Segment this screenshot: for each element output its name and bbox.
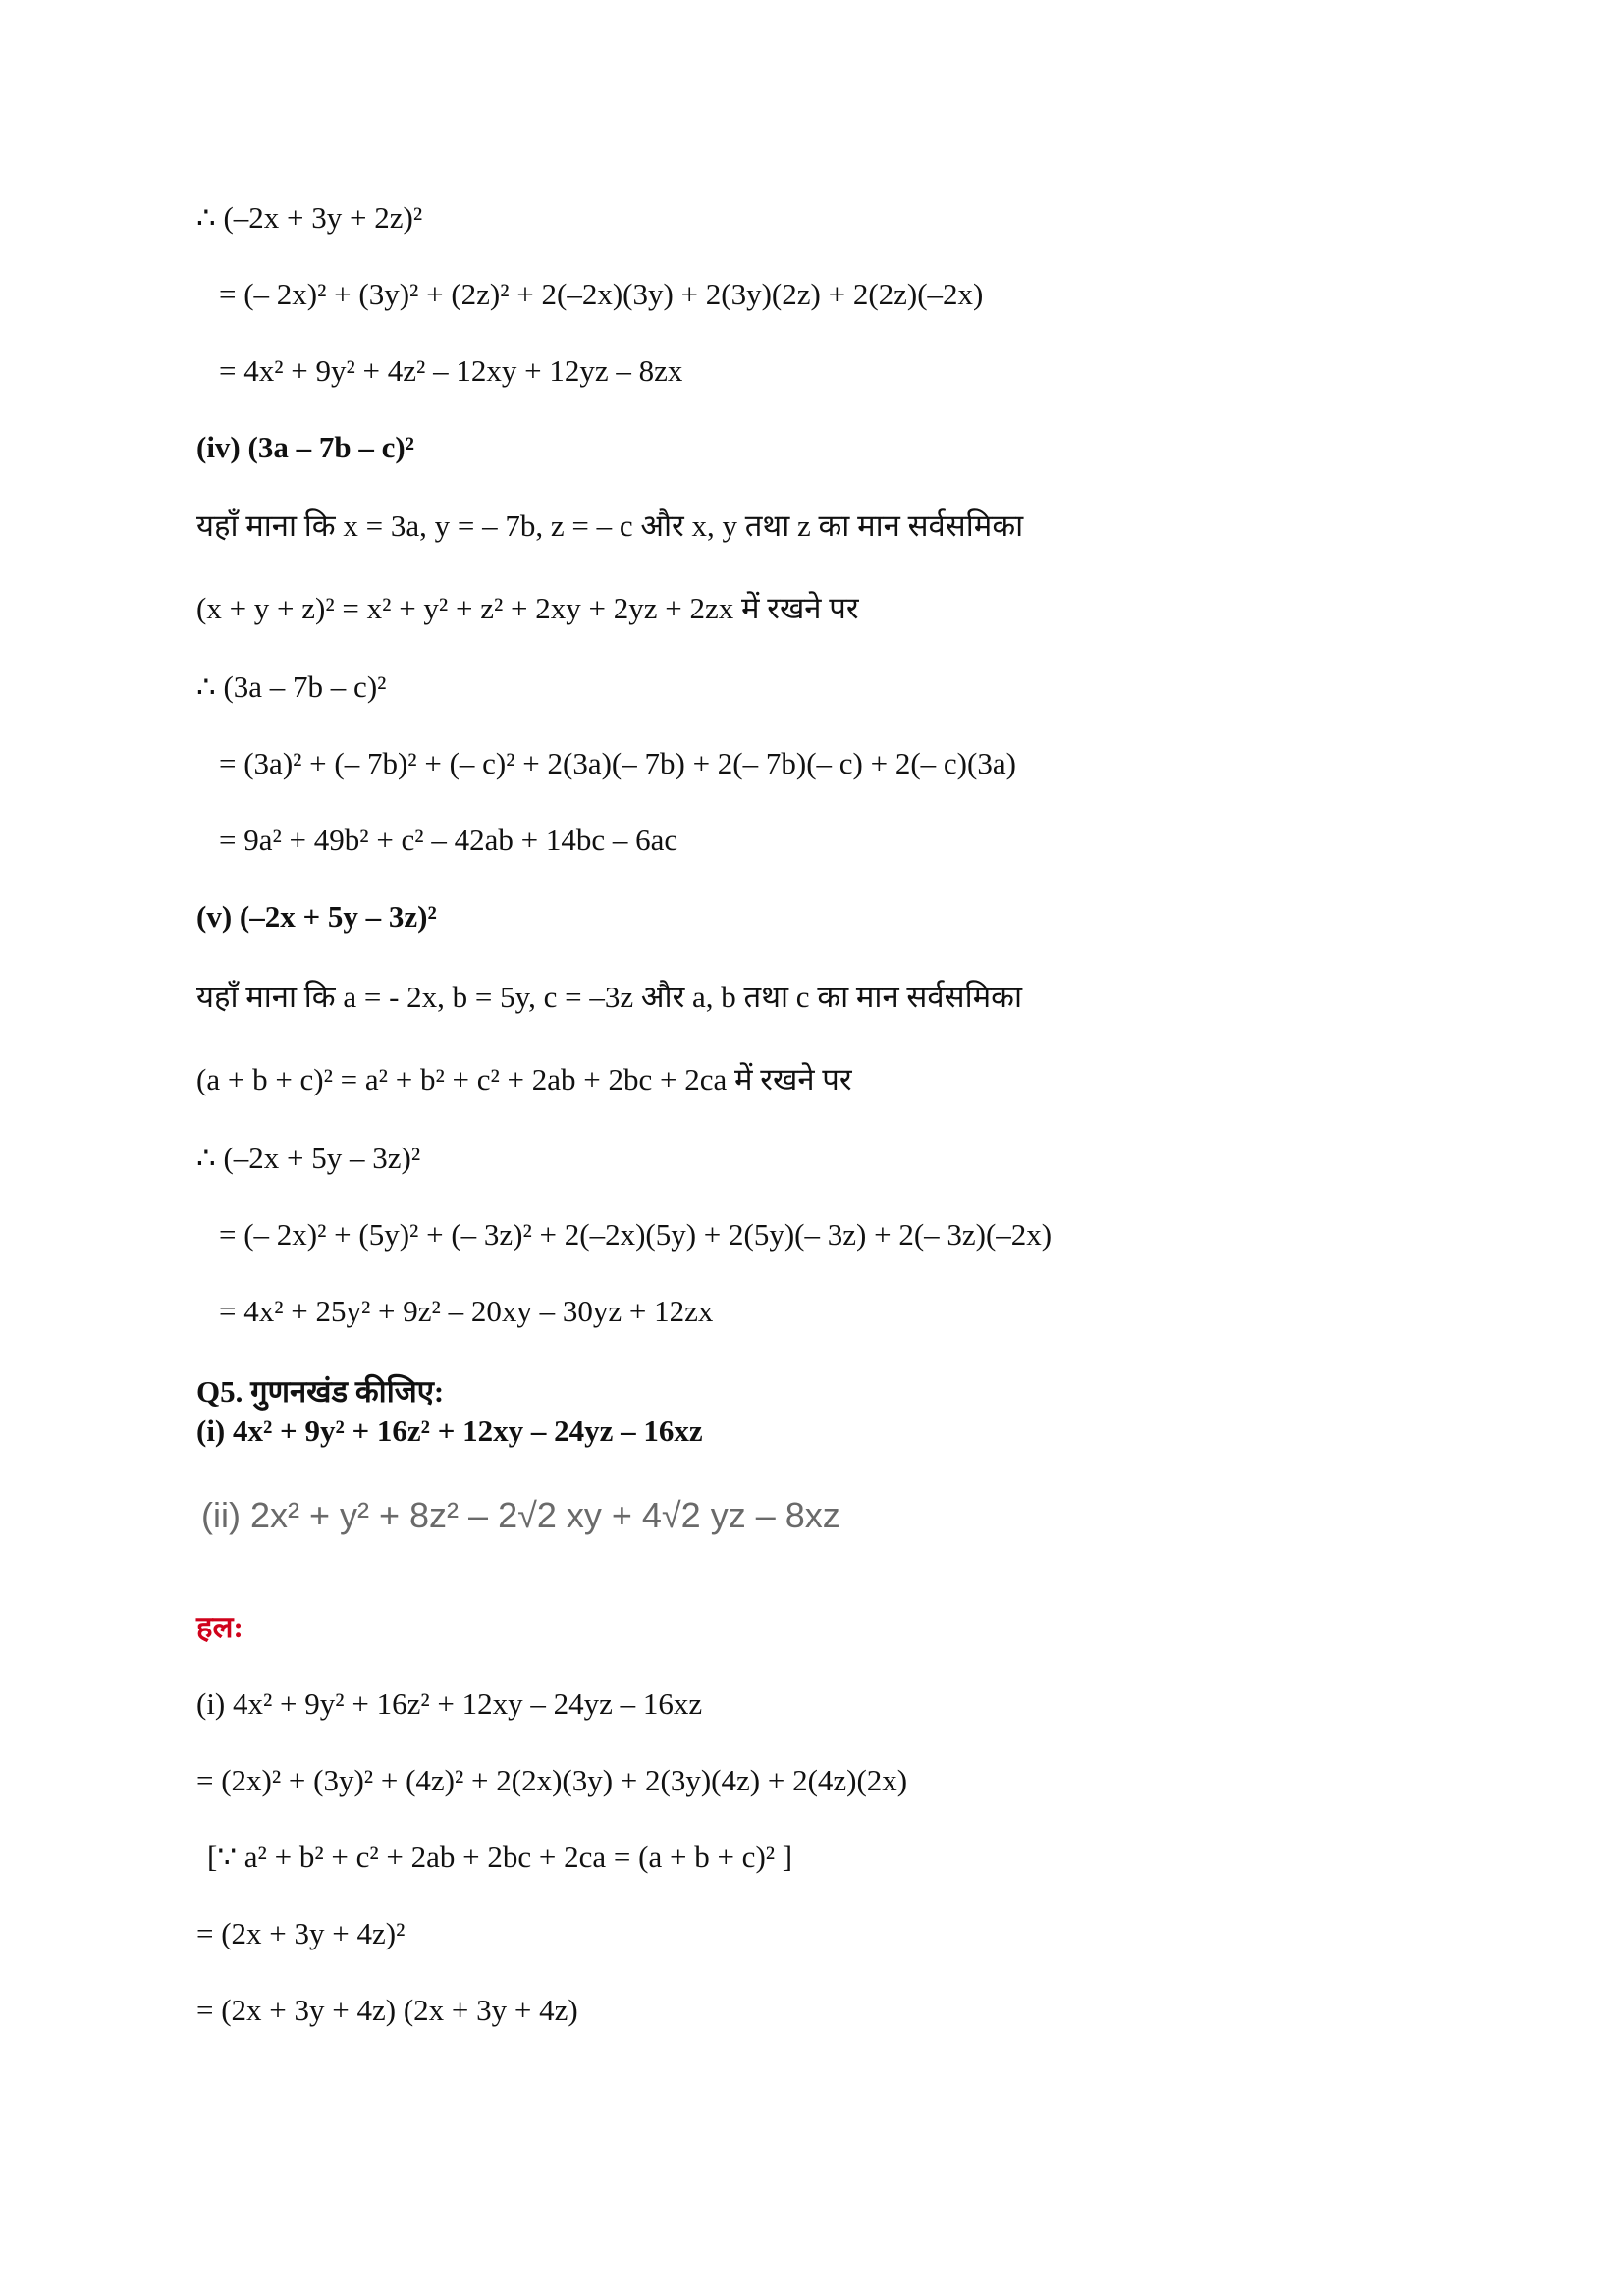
step-line: = (2x)² + (3y)² + (4z)² + 2(2x)(3y) + 2(3y)(4z) + 2(4z)(2x) bbox=[196, 1763, 908, 1797]
step-line: ∴ (–2x + 3y + 2z)² bbox=[196, 200, 423, 235]
step-line: (i) 4x² + 9y² + 16z² + 12xy – 24yz – 16xz bbox=[196, 1686, 703, 1721]
explanation-line: यहाँ माना कि a = - 2x, b = 5y, c = –3z और a, b तथा c का मान सर्वसमिका bbox=[196, 980, 1022, 1014]
step-line: = 4x² + 25y² + 9z² – 20xy – 30yz + 12zx bbox=[219, 1294, 714, 1328]
step-line: = (– 2x)² + (5y)² + (– 3z)² + 2(–2x)(5y) + 2(5y)(– 3z) + 2(– 3z)(–2x) bbox=[219, 1217, 1053, 1252]
step-line: = (2x + 3y + 4z)² bbox=[196, 1916, 406, 1950]
question-part-image: (ii) 2x² + y² + 8z² – 2√2 xy + 4√2 yz – 8xz bbox=[201, 1495, 840, 1535]
step-line: = (3a)² + (– 7b)² + (– c)² + 2(3a)(– 7b) + 2(– 7b)(– c) + 2(– c)(3a) bbox=[219, 746, 1016, 780]
identity-line: (a + b + c)² = a² + b² + c² + 2ab + 2bc + 2ca में रखने पर bbox=[196, 1062, 852, 1096]
step-line: ∴ (3a – 7b – c)² bbox=[196, 669, 387, 704]
step-line: = 9a² + 49b² + c² – 42ab + 14bc – 6ac bbox=[219, 823, 678, 857]
step-line: = 4x² + 9y² + 4z² – 12xy + 12yz – 8zx bbox=[219, 353, 683, 388]
subquestion-heading: (v) (–2x + 5y – 3z)² bbox=[196, 899, 437, 934]
step-line: ∴ (–2x + 5y – 3z)² bbox=[196, 1141, 421, 1175]
identity-note: [∵ a² + b² + c² + 2ab + 2bc + 2ca = (a + b + c)² ] bbox=[207, 1840, 793, 1874]
step-line: = (2x + 3y + 4z) (2x + 3y + 4z) bbox=[196, 1993, 578, 2027]
question-heading: Q5. गुणनखंड कीजिए: bbox=[196, 1374, 445, 1409]
solution-heading: हल: bbox=[196, 1610, 243, 1644]
step-line: = (– 2x)² + (3y)² + (2z)² + 2(–2x)(3y) + 2(3y)(2z) + 2(2z)(–2x) bbox=[219, 277, 984, 311]
question-part: (i) 4x² + 9y² + 16z² + 12xy – 24yz – 16xz bbox=[196, 1414, 703, 1448]
subquestion-heading: (iv) (3a – 7b – c)² bbox=[196, 430, 414, 464]
explanation-line: यहाँ माना कि x = 3a, y = – 7b, z = – c और x, y तथा z का मान सर्वसमिका bbox=[196, 508, 1024, 543]
identity-line: (x + y + z)² = x² + y² + z² + 2xy + 2yz + 2zx में रखने पर bbox=[196, 591, 859, 625]
